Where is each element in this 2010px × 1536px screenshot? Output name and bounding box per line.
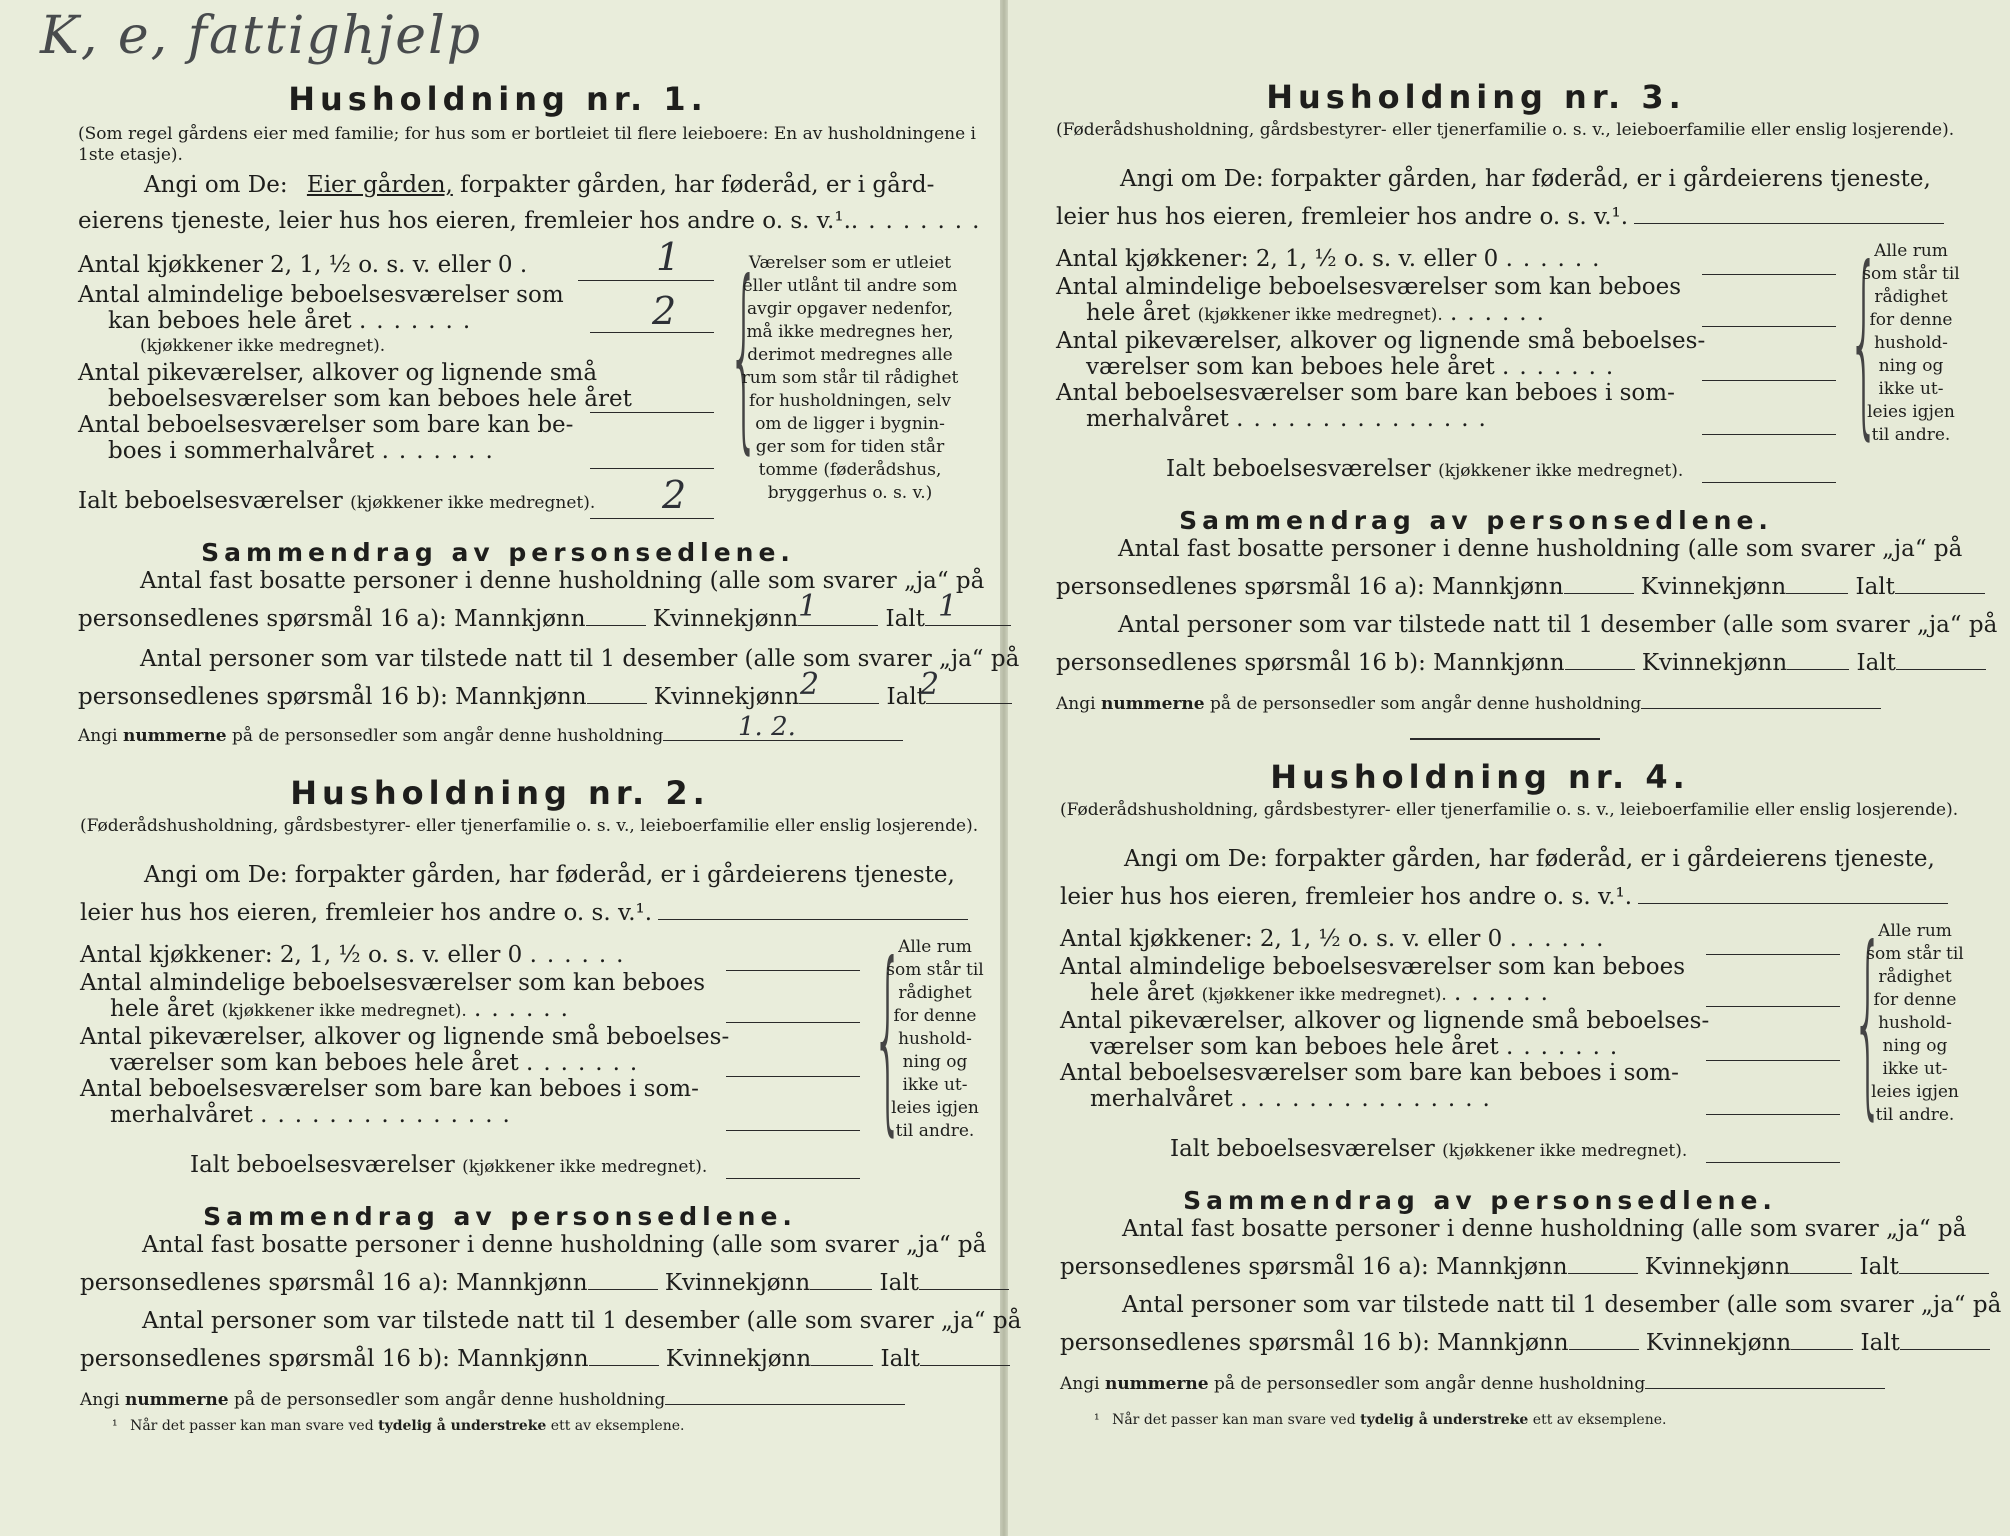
summer-rooms-label-2-text: merhalvåret — [110, 1102, 253, 1128]
kitchens-label: Antal kjøkkener: 2, 1, ½ o. s. v. eller 0 — [80, 942, 523, 968]
maid-rooms-answer-line[interactable] — [590, 412, 714, 413]
kitchens-row: Antal kjøkkener: 2, 1, ½ o. s. v. eller 0 ...... — [80, 942, 634, 968]
resident-female-label: Kvinnekjønn — [664, 1270, 811, 1296]
household-title: Husholdning nr. 2. — [290, 774, 710, 812]
summer-rooms-label-1: Antal beboelsesværelser som bare kan be- — [78, 412, 574, 438]
side-note-line: eller utlånt til andre som — [742, 276, 958, 296]
side-note-line: som står til — [1862, 264, 1960, 284]
present-total-answer: 2 — [920, 667, 940, 702]
footnote-text-a: Når det passer kan man svare ved — [130, 1418, 374, 1434]
household-3 — [1056, 78, 1998, 738]
side-note-line: avgir opgaver nedenfor, — [746, 299, 953, 319]
summer-rooms-label-2-text: merhalvåret — [1086, 406, 1229, 432]
side-note-line: Værelser som er utleiet — [748, 253, 952, 273]
present-total-label: Ialt — [1860, 1330, 1900, 1356]
total-rooms-row — [1166, 456, 1683, 482]
present-total-field[interactable] — [1900, 1349, 1990, 1350]
summer-rooms-answer-line[interactable] — [590, 468, 714, 469]
side-note-line: rum som står til rådighet — [741, 368, 959, 388]
summer-rooms-answer-line[interactable] — [1702, 434, 1836, 435]
side-note-line: rådighet — [898, 983, 972, 1003]
bracket: { — [872, 921, 904, 1154]
resident-male-label: personsedlenes spørsmål 16 a): Mannkjønn — [1056, 574, 1564, 600]
bracket: { — [1852, 905, 1884, 1138]
household-note: (Føderådshusholdning, gårdsbestyrer- eller tjenerfamilie o. s. v., leieboerfamilie eller enslig losjerende). — [1056, 120, 1955, 140]
resident-male-field[interactable] — [586, 625, 646, 626]
household-4 — [1060, 758, 2002, 1418]
present-female-field[interactable] — [1787, 669, 1849, 670]
side-note — [1856, 240, 1966, 447]
household-note: (Føderådshusholdning, gårdsbestyrer- eller tjenerfamilie o. s. v., leieboerfamilie eller enslig losjerende). — [80, 816, 979, 836]
present-male-label: personsedlenes spørsmål 16 b): Mannkjønn — [1060, 1330, 1569, 1356]
rooms-label-2-paren: (kjøkkener ikke medregnet). — [1197, 305, 1443, 325]
person-numbers-field[interactable] — [1645, 1388, 1885, 1389]
angi-line-2 — [1056, 204, 1944, 230]
maid-rooms-label-2: beboelsesværelser som kan beboes hele året — [108, 386, 632, 412]
maid-rooms-label-2-text: værelser som kan beboes hele året — [110, 1050, 519, 1076]
summary-title: Sammendrag av personsedlene. — [201, 538, 795, 567]
person-numbers-row — [80, 1390, 905, 1410]
resident-female-field[interactable] — [810, 1289, 872, 1290]
rooms-label-2: kan beboes hele året ....... — [108, 308, 481, 334]
side-note-line: leies igjen — [1871, 1082, 1959, 1102]
present-line-2 — [1056, 650, 1986, 676]
kitchens-answer-line[interactable] — [1706, 954, 1840, 955]
person-numbers-bold: nummerne — [124, 1390, 229, 1410]
side-note-line: ikke ut- — [902, 1075, 968, 1095]
present-total-label: Ialt — [1856, 650, 1896, 676]
resident-line-1: Antal fast bosatte personer i denne husholdning (alle som svarer „ja“ på — [1122, 1216, 1967, 1242]
resident-total-field[interactable] — [1899, 1273, 1989, 1274]
angi-line-2-text: leier hus hos eieren, fremleier hos andre o. s. v.¹. — [1056, 204, 1629, 230]
side-note-line: Alle rum — [1878, 921, 1952, 941]
present-male-label: personsedlenes spørsmål 16 b): Mannkjønn — [1056, 650, 1565, 676]
rooms-answer-line[interactable] — [1702, 326, 1836, 327]
summer-rooms-label-2: boes i sommerhalvåret ....... — [108, 438, 503, 464]
present-female-answer: 2 — [800, 667, 820, 702]
resident-line-2 — [78, 606, 1011, 632]
summer-rooms-label-1: Antal beboelsesværelser som bare kan beboes i som- — [80, 1076, 699, 1102]
side-note-line: rådighet — [1874, 287, 1948, 307]
present-total-label: Ialt — [880, 1346, 920, 1372]
kitchens-row: Antal kjøkkener: 2, 1, ½ o. s. v. eller 0 ...... — [1056, 246, 1610, 272]
side-note-line: hushold- — [1878, 1013, 1952, 1033]
total-rooms-row — [190, 1152, 707, 1178]
side-note-line: Alle rum — [1874, 241, 1948, 261]
present-total-label: Ialt — [886, 684, 926, 710]
total-rooms-label: Ialt beboelsesværelser — [78, 488, 343, 514]
rooms-label-1: Antal almindelige beboelsesværelser som kan beboes — [1060, 954, 1686, 980]
resident-male-label: personsedlenes spørsmål 16 a): Mannkjønn — [80, 1270, 588, 1296]
summer-rooms-label-1: Antal beboelsesværelser som bare kan beboes i som- — [1060, 1060, 1679, 1086]
side-note-line: leies igjen — [1867, 402, 1955, 422]
household-2 — [80, 774, 1022, 1474]
person-numbers-angi: Angi — [80, 1390, 120, 1410]
resident-female-field[interactable] — [798, 625, 878, 626]
kitchens-label: Antal kjøkkener: 2, 1, ½ o. s. v. eller 0 — [1060, 926, 1503, 952]
resident-male-label: personsedlenes spørsmål 16 a): Mannkjønn — [78, 606, 586, 632]
maid-rooms-label-1: Antal pikeværelser, alkover og lignende små beboelses- — [1060, 1008, 1710, 1034]
present-line-2 — [78, 684, 1012, 710]
resident-total-field[interactable] — [919, 1289, 1009, 1290]
angi-line-1: Angi om De: forpakter gården, har føderåd, er i gårdeierens tjeneste, — [144, 862, 955, 888]
kitchens-label: Antal kjøkkener: 2, 1, ½ o. s. v. eller 0 — [1056, 246, 1499, 272]
rooms-label-2: hele året (kjøkkener ikke medregnet). ...... — [1090, 980, 1558, 1006]
person-numbers-angi: Angi — [1060, 1374, 1100, 1394]
maid-rooms-answer-line[interactable] — [1706, 1060, 1840, 1061]
maid-rooms-label-1: Antal pikeværelser, alkover og lignende små — [78, 360, 598, 386]
household-title: Husholdning nr. 3. — [1266, 78, 1686, 116]
section-separator — [1410, 738, 1600, 740]
household-1-angi-cont: eierens tjeneste, leier hus hos eieren, fremleier hos andre o. s. v.¹......... — [78, 208, 990, 234]
kitchens-row: Antal kjøkkener 2, 1, ½ o. s. v. eller 0 . — [78, 252, 538, 278]
resident-line-1: Antal fast bosatte personer i denne husholdning (alle som svarer „ja“ på — [140, 568, 985, 594]
resident-male-field[interactable] — [1568, 1273, 1638, 1274]
resident-female-label: Kvinnekjønn — [1644, 1254, 1791, 1280]
angi-line-2 — [1060, 884, 1948, 910]
rooms-label-2-text: hele året — [1090, 980, 1195, 1006]
household-1-angi — [144, 172, 934, 198]
present-male-field[interactable] — [1565, 669, 1635, 670]
side-note-line: til andre. — [1875, 1105, 1955, 1125]
present-male-field[interactable] — [589, 1365, 659, 1366]
total-rooms-answer-line[interactable] — [590, 518, 714, 519]
rooms-label-1: Antal almindelige beboelsesværelser som kan beboes — [1056, 274, 1682, 300]
household-1-title: Husholdning nr. 1. — [288, 80, 708, 118]
footnote-text-bold: tydelig å understreke — [378, 1418, 547, 1434]
person-numbers-label: på de personsedler som angår denne husholdning — [1210, 694, 1642, 714]
person-numbers-bold: nummerne — [1100, 694, 1205, 714]
present-line-1: Antal personer som var tilstede natt til 1 desember (alle som svarer „ja“ på — [142, 1308, 1022, 1334]
present-line-2 — [80, 1346, 1010, 1372]
person-numbers-angi: Angi — [1056, 694, 1096, 714]
present-total-field[interactable] — [920, 1365, 1010, 1366]
maid-rooms-label-2-text: værelser som kan beboes hele året — [1090, 1034, 1499, 1060]
summer-rooms-label-1: Antal beboelsesværelser som bare kan beboes i som- — [1056, 380, 1675, 406]
bracket: { — [1848, 225, 1880, 458]
total-rooms-paren: (kjøkkener ikke medregnet). — [350, 493, 596, 513]
side-note-line: for denne — [1873, 990, 1957, 1010]
angi-line-2 — [80, 900, 968, 926]
person-numbers-field[interactable] — [1641, 708, 1881, 709]
bracket: { — [728, 239, 760, 472]
side-note-line: leies igjen — [891, 1098, 979, 1118]
angi-label: Angi om De: — [144, 172, 288, 198]
person-numbers-row — [1060, 1374, 1885, 1394]
maid-rooms-label-1: Antal pikeværelser, alkover og lignende små beboelses- — [80, 1024, 730, 1050]
resident-line-1: Antal fast bosatte personer i denne husholdning (alle som svarer „ja“ på — [1118, 536, 1963, 562]
resident-female-field[interactable] — [1786, 593, 1848, 594]
angi-line-2-text: leier hus hos eieren, fremleier hos andre o. s. v.¹. — [1060, 884, 1633, 910]
side-note-line: derimot medregnes alle — [747, 345, 953, 365]
resident-total-label: Ialt — [885, 606, 925, 632]
household-title: Husholdning nr. 4. — [1270, 758, 1690, 796]
maid-rooms-answer-line[interactable] — [726, 1076, 860, 1077]
person-numbers-row — [1056, 694, 1881, 714]
present-male-field[interactable] — [587, 703, 647, 704]
present-male-label: personsedlenes spørsmål 16 b): Mannkjønn — [80, 1346, 589, 1372]
household-1-side-note — [740, 252, 960, 505]
kitchens-row: Antal kjøkkener: 2, 1, ½ o. s. v. eller 0 ...... — [1060, 926, 1614, 952]
present-female-field[interactable] — [811, 1365, 873, 1366]
side-note-line: for denne — [893, 1006, 977, 1026]
side-note — [880, 936, 990, 1143]
person-numbers-label: på de personsedler som angår denne husholdning — [232, 726, 664, 746]
kitchens-answer-line[interactable] — [1702, 274, 1836, 275]
present-female-label: Kvinnekjønn — [665, 1346, 812, 1372]
person-numbers-angi: Angi — [78, 726, 118, 746]
side-note-line: må ikke medregnes her, — [746, 322, 954, 342]
present-female-field[interactable] — [799, 703, 879, 704]
side-note-line: til andre. — [1871, 425, 1951, 445]
resident-female-answer: 1 — [798, 589, 818, 624]
side-note — [1860, 920, 1970, 1127]
footnote-text-a: Når det passer kan man svare ved — [1112, 1412, 1356, 1428]
angi-answer-field[interactable] — [1634, 223, 1944, 224]
household-note: (Føderådshusholdning, gårdsbestyrer- eller tjenerfamilie o. s. v., leieboerfamilie eller enslig losjerende). — [1060, 800, 1959, 820]
angi-line-2-text: leier hus hos eieren, fremleier hos andre o. s. v.¹. — [80, 900, 653, 926]
person-numbers-label: på de personsedler som angår denne husholdning — [234, 1390, 666, 1410]
rooms-label-1: Antal almindelige beboelsesværelser som — [78, 282, 564, 308]
household-1-note: (Som regel gårdens eier med familie; for hus som er bortleiet til flere leieboere: En av husholdningene i 1ste etasje). — [78, 124, 976, 165]
maid-rooms-answer-line[interactable] — [1702, 380, 1836, 381]
resident-male-field[interactable] — [1564, 593, 1634, 594]
summer-rooms-answer-line[interactable] — [726, 1130, 860, 1131]
rooms-answer: 2 — [652, 289, 677, 333]
side-note-line: som står til — [1866, 944, 1964, 964]
summary-title: Sammendrag av personsedlene. — [1179, 506, 1773, 535]
maid-rooms-label-2: værelser som kan beboes hele året ....... — [1090, 1034, 1628, 1060]
rooms-answer-line[interactable] — [726, 1022, 860, 1023]
person-numbers-field[interactable] — [665, 1404, 905, 1405]
side-note-line: bryggerhus o. s. v.) — [767, 483, 933, 503]
resident-male-label: personsedlenes spørsmål 16 a): Mannkjønn — [1060, 1254, 1568, 1280]
footnote-mark: ¹ — [1094, 1412, 1100, 1428]
resident-female-field[interactable] — [1790, 1273, 1852, 1274]
total-rooms-row — [1170, 1136, 1687, 1162]
person-numbers-bold: nummerne — [122, 726, 227, 746]
side-note-line: hushold- — [898, 1029, 972, 1049]
summer-rooms-label-2: merhalvåret ............... — [1086, 406, 1496, 432]
kitchens-label: Antal kjøkkener 2, 1, ½ o. s. v. eller 0 — [78, 252, 513, 278]
maid-rooms-label-2-text: værelser som kan beboes hele året — [1086, 354, 1495, 380]
total-rooms-label: Ialt beboelsesværelser — [1170, 1136, 1435, 1162]
resident-total-label: Ialt — [1855, 574, 1895, 600]
summer-rooms-label-2-text: boes i sommerhalvåret — [108, 438, 375, 464]
person-numbers-answer: 1. 2. — [738, 712, 796, 742]
footnote-text-c: ett av eksemplene. — [1532, 1412, 1667, 1428]
total-rooms-label: Ialt beboelsesværelser — [1166, 456, 1431, 482]
total-rooms-answer-line[interactable] — [726, 1178, 860, 1179]
side-note-line: hushold- — [1874, 333, 1948, 353]
total-rooms-answer-line[interactable] — [1706, 1162, 1840, 1163]
total-rooms-answer: 2 — [662, 473, 687, 517]
present-female-label: Kvinnekjønn — [653, 684, 800, 710]
footnote-right — [1094, 1412, 1666, 1428]
present-male-label: personsedlenes spørsmål 16 b): Mannkjønn — [78, 684, 587, 710]
present-total-field[interactable] — [1896, 669, 1986, 670]
side-note-line: om de ligger i bygnin- — [755, 414, 945, 434]
present-line-1: Antal personer som var tilstede natt til 1 desember (alle som svarer „ja“ på — [1118, 612, 1998, 638]
kitchens-answer: 1 — [656, 235, 681, 279]
side-note-line: ikke ut- — [1882, 1059, 1948, 1079]
side-note-line: tomme (føderådshus, — [758, 460, 942, 480]
total-rooms-paren: (kjøkkener ikke medregnet). — [1438, 461, 1684, 481]
rooms-label-2: hele året (kjøkkener ikke medregnet). ...... — [110, 996, 578, 1022]
rooms-label-2-text: kan beboes hele året — [108, 308, 352, 334]
angi-eier-option[interactable]: Eier gården, — [306, 172, 453, 198]
rooms-label-2-paren: (kjøkkener ikke medregnet). — [1201, 985, 1447, 1005]
resident-total-field[interactable] — [925, 625, 1011, 626]
resident-female-label: Kvinnekjønn — [1640, 574, 1787, 600]
resident-female-label: Kvinnekjønn — [652, 606, 799, 632]
present-female-label: Kvinnekjønn — [1641, 650, 1788, 676]
summary-title: Sammendrag av personsedlene. — [203, 1202, 797, 1231]
total-rooms-paren: (kjøkkener ikke medregnet). — [1442, 1141, 1688, 1161]
summary-title: Sammendrag av personsedlene. — [1183, 1186, 1777, 1215]
present-male-field[interactable] — [1569, 1349, 1639, 1350]
angi-line-1: Angi om De: forpakter gården, har føderåd, er i gårdeierens tjeneste, — [1124, 846, 1935, 872]
resident-total-label: Ialt — [879, 1270, 919, 1296]
side-note-line: ning og — [902, 1052, 968, 1072]
side-note-line: rådighet — [1878, 967, 1952, 987]
angi-line-1: Angi om De: forpakter gården, har føderåd, er i gårdeierens tjeneste, — [1120, 166, 1931, 192]
footnote-left — [112, 1418, 684, 1434]
maid-rooms-label-2: værelser som kan beboes hele året ....... — [110, 1050, 648, 1076]
resident-total-field[interactable] — [1895, 593, 1985, 594]
footnote-text-bold: tydelig å understreke — [1360, 1412, 1529, 1428]
total-rooms-paren: (kjøkkener ikke medregnet). — [462, 1157, 708, 1177]
resident-total-answer: 1 — [938, 589, 958, 624]
household-1 — [78, 80, 1020, 760]
resident-line-2 — [1056, 574, 1985, 600]
side-note-line: ning og — [1882, 1036, 1948, 1056]
present-female-label: Kvinnekjønn — [1645, 1330, 1792, 1356]
resident-line-2 — [1060, 1254, 1989, 1280]
total-rooms-answer-line[interactable] — [1702, 482, 1836, 483]
rooms-label-2-paren: (kjøkkener ikke medregnet). — [221, 1001, 467, 1021]
angi-options: forpakter gården, har føderåd, er i gård- — [460, 172, 935, 198]
summer-rooms-label-2: merhalvåret ............... — [110, 1102, 520, 1128]
rooms-label-2-text: hele året — [110, 996, 215, 1022]
person-numbers-bold: nummerne — [1104, 1374, 1209, 1394]
summer-rooms-label-2: merhalvåret ............... — [1090, 1086, 1500, 1112]
side-note-line: ikke ut- — [1878, 379, 1944, 399]
rooms-label-1: Antal almindelige beboelsesværelser som kan beboes — [80, 970, 706, 996]
footnote-text-c: ett av eksemplene. — [550, 1418, 685, 1434]
side-note-line: ger som for tiden står — [755, 437, 945, 457]
side-note-line: til andre. — [895, 1121, 975, 1141]
present-female-field[interactable] — [1791, 1349, 1853, 1350]
rooms-label-2-text: hele året — [1086, 300, 1191, 326]
rooms-answer-line[interactable] — [1706, 1006, 1840, 1007]
present-total-field[interactable] — [926, 703, 1012, 704]
total-rooms-label: Ialt beboelsesværelser — [190, 1152, 455, 1178]
kitchens-answer-line[interactable] — [578, 280, 714, 281]
present-line-1: Antal personer som var tilstede natt til 1 desember (alle som svarer „ja“ på — [1122, 1292, 2002, 1318]
maid-rooms-label-2: værelser som kan beboes hele året ....... — [1086, 354, 1624, 380]
angi-options-cont: eierens tjeneste, leier hus hos eieren, fremleier hos andre o. s. v.¹. — [78, 208, 851, 234]
kitchens-answer-line[interactable] — [726, 970, 860, 971]
angi-answer-field[interactable] — [658, 919, 968, 920]
side-note-line: ning og — [1878, 356, 1944, 376]
side-note-line: som står til — [886, 960, 984, 980]
resident-line-1: Antal fast bosatte personer i denne husholdning (alle som svarer „ja“ på — [142, 1232, 987, 1258]
total-rooms-row — [78, 488, 595, 514]
summer-rooms-answer-line[interactable] — [1706, 1114, 1840, 1115]
angi-answer-field[interactable] — [1638, 903, 1948, 904]
maid-rooms-label-1: Antal pikeværelser, alkover og lignende små beboelses- — [1056, 328, 1706, 354]
present-line-2 — [1060, 1330, 1990, 1356]
handwritten-note: K, e, fattighjelp — [40, 6, 483, 66]
resident-male-field[interactable] — [588, 1289, 658, 1290]
side-note-line: for denne — [1869, 310, 1953, 330]
rooms-label-2: hele året (kjøkkener ikke medregnet). ...... — [1086, 300, 1554, 326]
footnote-mark: ¹ — [112, 1418, 118, 1434]
summer-rooms-label-2-text: merhalvåret — [1090, 1086, 1233, 1112]
rooms-label-3: (kjøkkener ikke medregnet). — [140, 336, 386, 356]
resident-total-label: Ialt — [1859, 1254, 1899, 1280]
present-line-1: Antal personer som var tilstede natt til 1 desember (alle som svarer „ja“ på — [140, 646, 1020, 672]
resident-line-2 — [80, 1270, 1009, 1296]
person-numbers-label: på de personsedler som angår denne husholdning — [1214, 1374, 1646, 1394]
side-note-line: Alle rum — [898, 937, 972, 957]
side-note-line: for husholdningen, selv — [748, 391, 952, 411]
